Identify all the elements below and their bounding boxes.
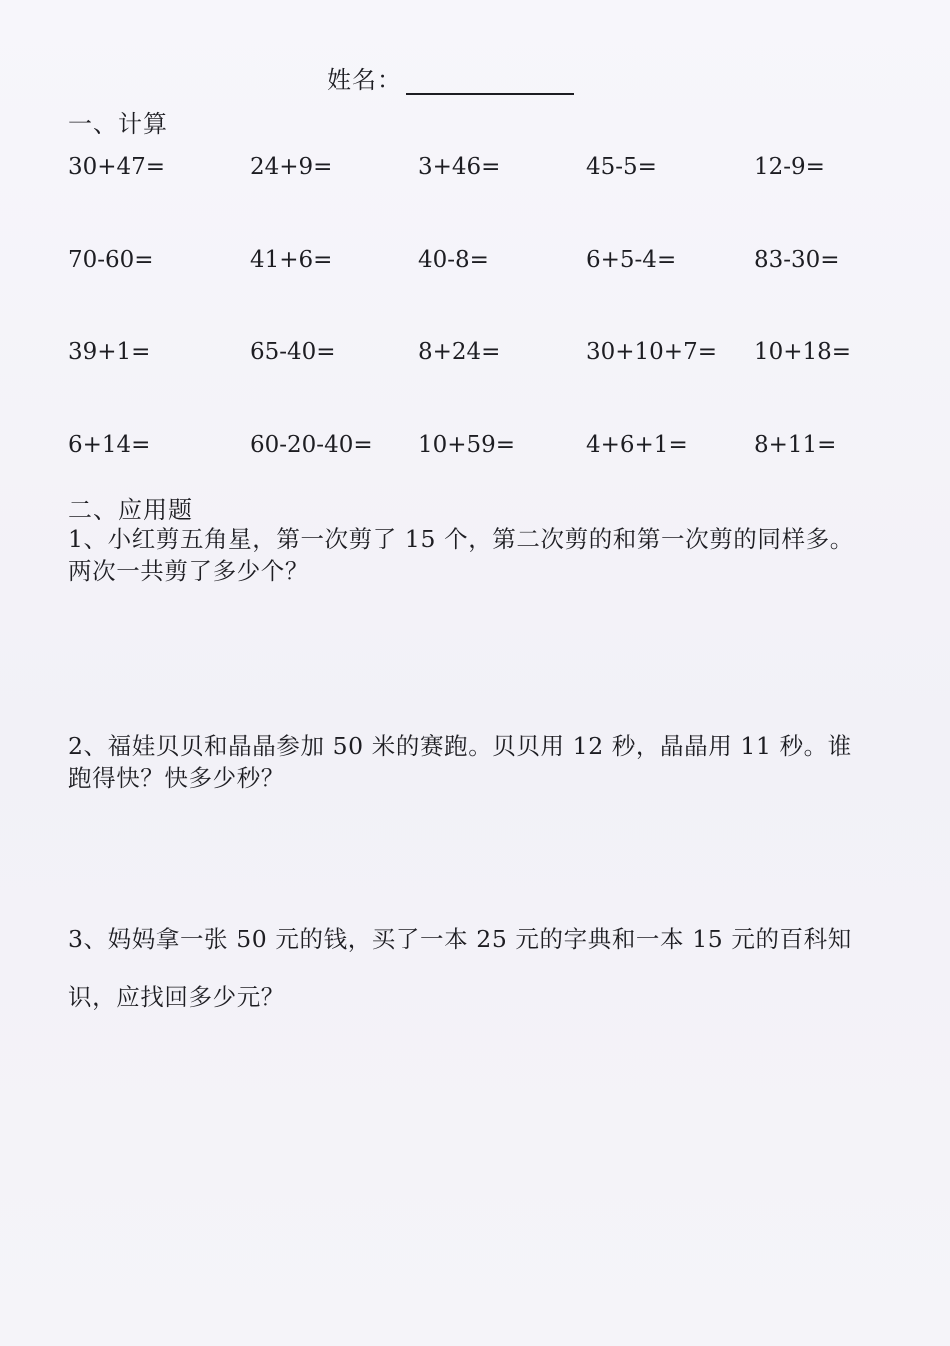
calc-item: 45-5= — [586, 154, 657, 180]
word-problem-3 — [68, 923, 898, 1013]
calc-row-4 — [68, 428, 908, 521]
calc-item: 60-20-40= — [250, 431, 373, 458]
calc-row-3 — [68, 335, 908, 428]
calc-item: 8+24= — [418, 339, 501, 365]
calc-item: 65-40= — [250, 339, 336, 365]
word-problem-2 — [68, 730, 898, 794]
problem-text: 2、福娃贝贝和晶晶参加 50 米的赛跑。贝贝用 12 秒，晶晶用 11 秒。谁 — [68, 732, 852, 760]
calc-item: 30+47= — [68, 154, 166, 180]
section-calc-title: 一、计算 — [68, 110, 168, 138]
section-word-problems-title: 二、应用题 — [68, 496, 193, 524]
calc-item: 39+1= — [68, 339, 151, 365]
problem-text: 1、小红剪五角星，第一次剪了 15 个，第二次剪的和第一次剪的同样多。 — [68, 525, 854, 553]
calc-row-2 — [68, 243, 908, 336]
calc-item: 70-60= — [68, 246, 154, 273]
problem-text: 识，应找回多少元？ — [68, 983, 285, 1011]
calc-item: 3+46= — [418, 154, 501, 180]
problem-text: 3、妈妈拿一张 50 元的钱，买了一本 25 元的字典和一本 15 元的百科知 — [68, 925, 852, 953]
calc-grid — [68, 150, 908, 520]
word-problem-1 — [68, 523, 898, 587]
calc-item: 41+6= — [250, 246, 333, 273]
calc-item: 6+5-4= — [586, 246, 677, 273]
calc-item: 40-8= — [418, 246, 489, 273]
name-blank-line[interactable] — [406, 67, 574, 95]
calc-item: 12-9= — [754, 154, 825, 180]
name-field-row — [327, 60, 574, 95]
calc-item: 4+6+1= — [586, 431, 688, 458]
calc-item: 24+9= — [250, 154, 333, 180]
name-label: 姓名： — [327, 66, 402, 94]
problem-text: 两次一共剪了多少个？ — [68, 557, 309, 585]
calc-item: 10+18= — [754, 339, 852, 365]
calc-item: 30+10+7= — [586, 339, 717, 365]
calc-item: 83-30= — [754, 246, 840, 273]
problem-text: 跑得快？快多少秒？ — [68, 764, 285, 792]
calc-row-1 — [68, 150, 908, 243]
calc-item: 10+59= — [418, 431, 516, 458]
calc-item: 8+11= — [754, 431, 837, 458]
calc-item: 6+14= — [68, 431, 151, 458]
